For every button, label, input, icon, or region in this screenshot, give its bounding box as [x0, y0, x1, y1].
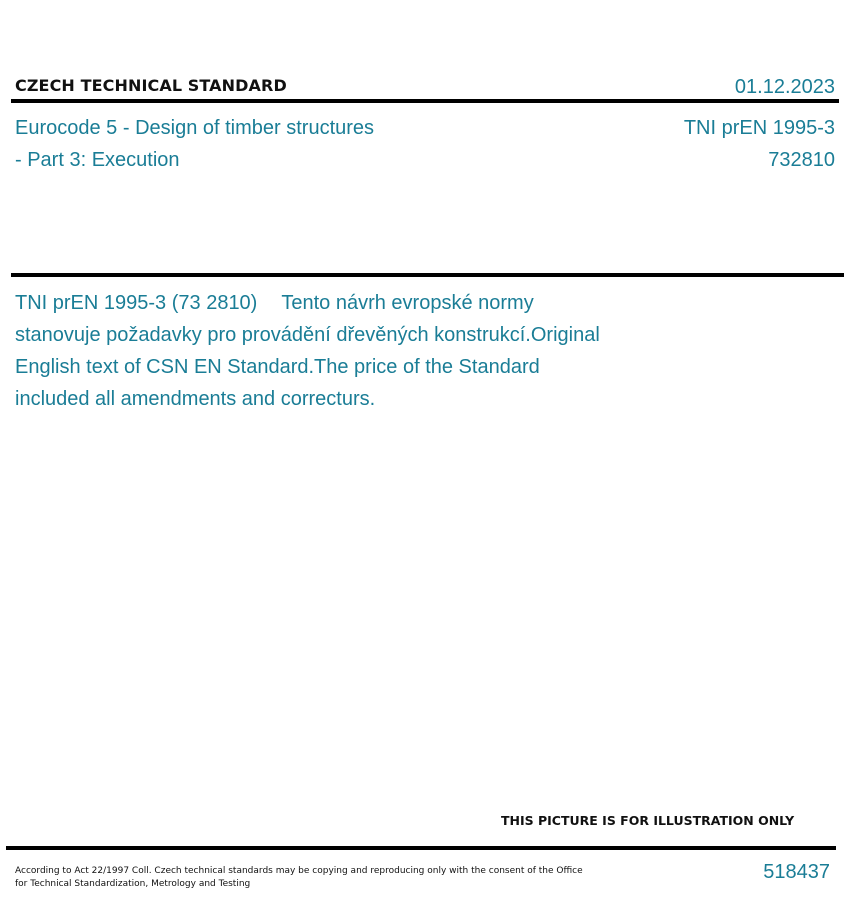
standard-designation: TNI prEN 1995-3 — [683, 117, 835, 139]
catalog-number: 518437 — [763, 861, 830, 883]
description-line1 — [15, 287, 655, 319]
publication-date: 01.12.2023 — [734, 76, 835, 98]
standard-description — [15, 287, 655, 415]
document-category: CZECH TECHNICAL STANDARD — [15, 76, 287, 95]
top-divider — [11, 99, 839, 103]
description-text-start: Tento návrh evropské normy — [281, 292, 534, 314]
description-line3: English text of CSN EN Standard.The price of the Standard — [15, 356, 540, 378]
standard-title — [15, 112, 435, 176]
bottom-divider — [6, 846, 836, 850]
legal-notice-line2: for Technical Standardization, Metrology and Testing — [15, 879, 251, 889]
description-line2: stanovuje požadavky pro provádění dřevěných konstrukcí.Original — [15, 324, 600, 346]
standard-title-line2: - Part 3: Execution — [15, 149, 180, 171]
legal-notice — [15, 865, 585, 891]
class-number: 732810 — [768, 149, 835, 171]
standard-codes — [684, 112, 835, 176]
description-code: TNI prEN 1995-3 (73 2810) — [15, 292, 258, 314]
standard-title-line1: Eurocode 5 - Design of timber structures — [15, 117, 375, 139]
description-line4: included all amendments and correcturs. — [15, 388, 376, 410]
middle-divider — [11, 273, 844, 277]
legal-notice-line1: According to Act 22/1997 Coll. Czech technical standards may be copying and reproducing only with the consent of the Office — [15, 866, 583, 876]
illustration-notice: THIS PICTURE IS FOR ILLUSTRATION ONLY — [501, 813, 795, 828]
